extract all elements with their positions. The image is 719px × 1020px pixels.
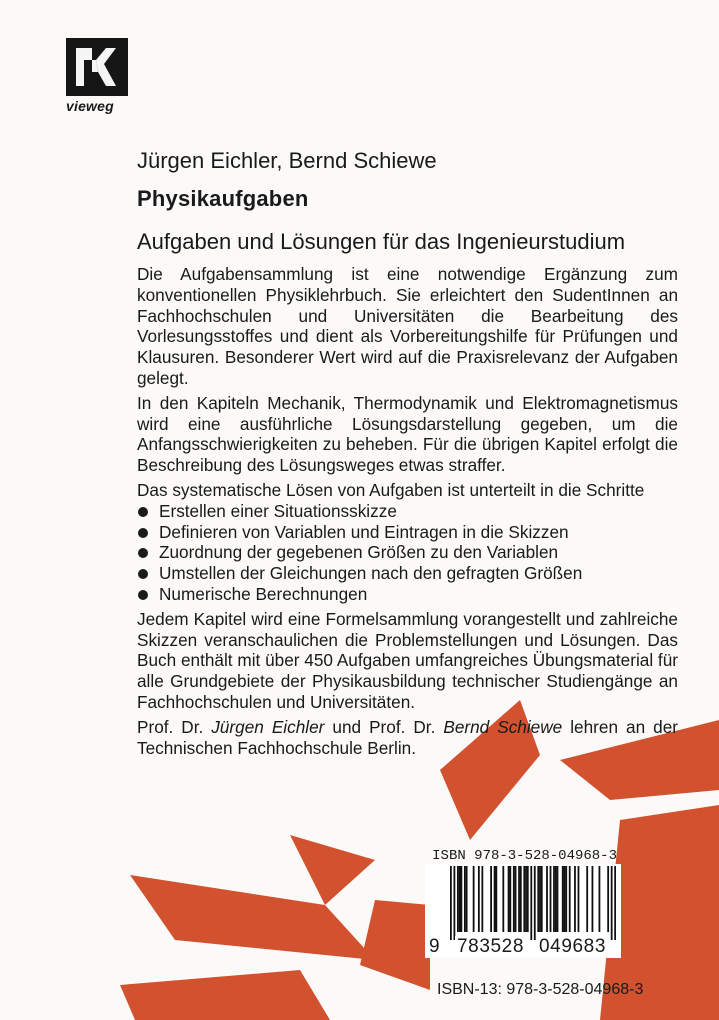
barcode-bar [534,866,536,940]
barcode-bar [518,866,520,932]
barcode-bar [592,866,594,932]
list-item: Erstellen einer Situationsskizze [137,501,678,522]
barcode-bar [515,866,517,932]
barcode-bar [464,866,466,932]
barcode-bar [530,866,532,940]
barcode-bar [537,866,539,932]
barcode-bar [450,866,452,940]
barcode-bar [565,866,567,932]
about-text: und Prof. Dr. [324,716,444,737]
barcode-bars [450,866,616,940]
barcode-bar [495,866,497,932]
barcode-bar [453,866,455,940]
barcode-bar [569,866,571,932]
blurb [137,264,678,762]
list-item: Definieren von Variablen und Eintragen in die Skizzen [137,522,678,543]
list-item: Numerische Berechnungen [137,584,678,605]
barcode-bar [460,866,462,932]
barcode-bar [523,866,525,932]
barcode-bar [509,866,511,932]
book-subtitle: Aufgaben und Lösungen für das Ingenieurstudium [137,229,626,254]
barcode-bar [553,866,555,932]
author-name: Bernd Schiewe [443,716,563,737]
barcode-bar [481,866,483,932]
barcode-bar [607,866,609,932]
paragraph: Die Aufgabensammlung ist eine notwendige Ergänzung zum konventionellen Physiklehrbuch. Sie erleichtert den SudentInnen an Fachhochschulen und Universitäten die Bearbeitung des Vorlesungsstoffes und dient als Vorbereitungshilfe für Prüfungen und Klausuren. Besonderer Wert wird auf die Praxisrelevanz der Aufgaben gelegt. [137,264,678,388]
barcode-bar [574,866,576,932]
barcode-bar [490,866,492,932]
barcode-bar [466,866,468,932]
barcode-bar [557,866,559,932]
barcode-bar [614,866,616,940]
barcode-digit-first: 9 [429,936,440,957]
barcode-bar [546,866,548,932]
barcode-bar [513,866,515,932]
about-authors [137,717,678,759]
barcode [425,864,621,958]
barcode-bar [562,866,564,932]
list-item: Umstellen der Gleichungen nach den gefragten Größen [137,563,678,584]
barcode-bar [473,866,475,932]
vieweg-logo-icon [66,38,128,96]
barcode-bar [550,866,552,932]
list-item: Zuordnung der gegebenen Größen zu den Variablen [137,542,678,563]
barcode-bar [459,866,461,932]
authors: Jürgen Eichler, Bernd Schiewe [137,148,437,173]
barcode-bar [586,866,588,932]
barcode-bar [457,866,459,932]
barcode-bar [564,866,566,932]
paragraph: In den Kapiteln Mechanik, Thermodynamik und Elektromagnetismus wird eine ausführliche Lösungsdarstellung gegeben, um die Anfangsschwierigkeiten zu beheben. Für die übrigen Kapitel erfolgt die Beschreibung des Lösungsweges etwas straffer. [137,392,678,476]
deco-shape [290,835,375,905]
barcode-bar [611,866,613,940]
barcode-bar [539,866,541,932]
about-text: lehren an der Technischen Fachhochschule Berlin. [137,716,678,758]
barcode-bar [478,866,480,932]
paragraph: Das systematische Lösen von Aufgaben ist unterteilt in die Schritte [137,479,645,500]
barcode-bar [541,866,543,932]
barcode-bar [599,866,601,932]
barcode-bar [520,866,522,932]
book-title: Physikaufgaben [137,186,309,211]
deco-shape [120,970,330,1020]
barcode-digits-right: 049683 [539,936,607,957]
author-name: Jürgen Eichler [211,716,325,737]
paragraph: Jedem Kapitel wird eine Formelsammlung vorangestellt und zahlreiche Skizzen veranschaulichen die Problemstellungen und Lösungen. Das Buch enthält mit über 450 Aufgaben umfangreiches Übungsmaterial für alle Grundgebiete der Physikausbildung technischer Studiengänge an Fachhochschulen und Universitäten. [137,608,678,712]
about-text: Prof. Dr. [137,716,212,737]
barcode-bar [555,866,557,932]
logo-text: vieweg [66,98,114,114]
publisher-logo [66,38,128,114]
barcode-bar [578,866,580,932]
barcode-block [425,848,621,958]
barcode-bar [494,866,496,932]
isbn13-label: ISBN-13: 978-3-528-04968-3 [437,981,644,998]
barcode-bar [527,866,529,932]
steps-list [137,501,678,605]
deco-shape [360,900,430,990]
barcode-bar [525,866,527,932]
barcode-bar [508,866,510,932]
barcode-digits-left: 783528 [457,936,525,957]
barcode-bar [502,866,504,932]
isbn-top-label: ISBN 978-3-528-04968-3 [432,848,617,864]
